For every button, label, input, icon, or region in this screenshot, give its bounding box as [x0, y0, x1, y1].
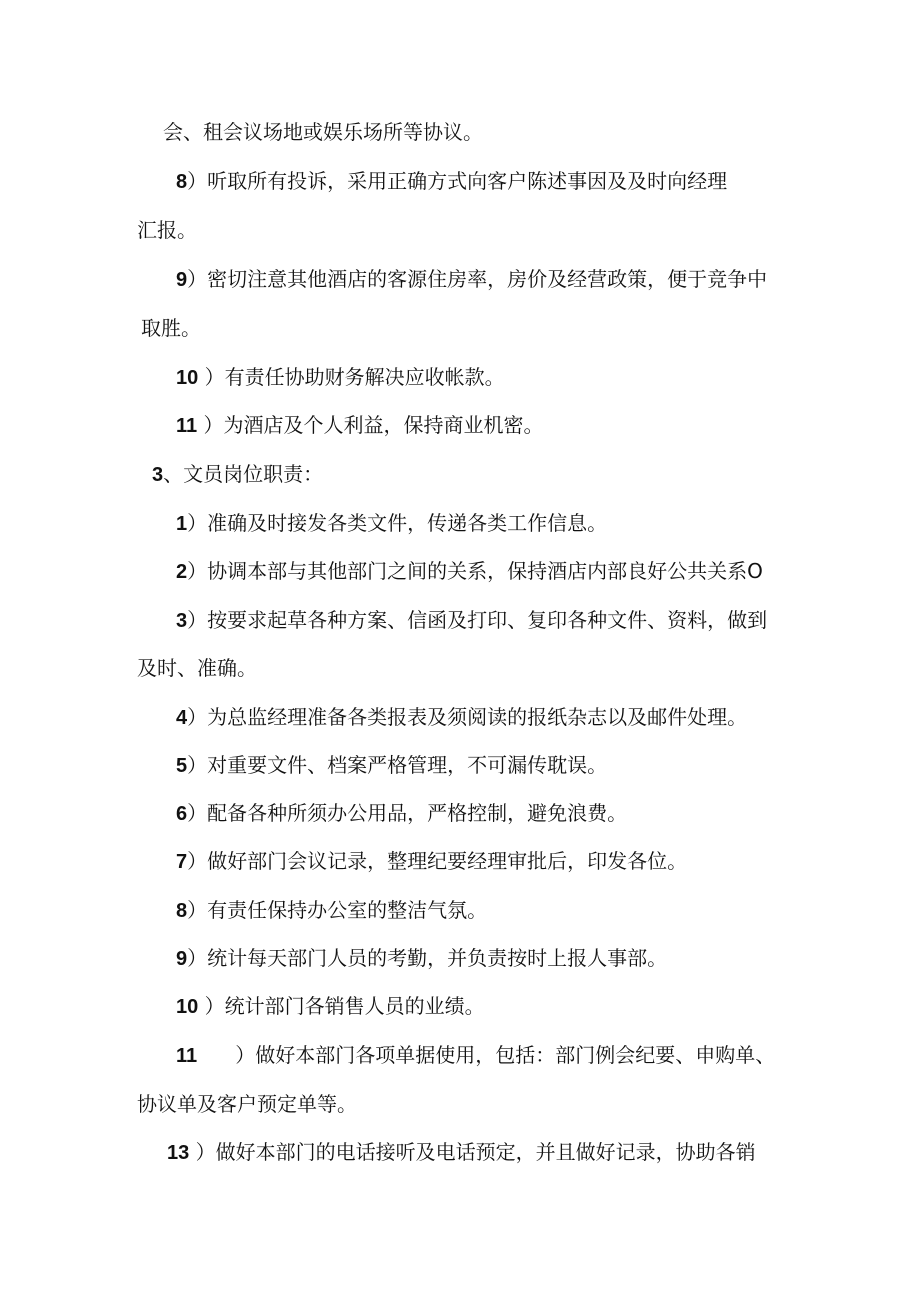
text-line: 会、租会议场地或娱乐场所等协议。 [163, 120, 483, 144]
list-item: 6）配备各种所须办公用品，严格控制，避免浪费。 [176, 801, 628, 825]
item-number: 1 [176, 513, 188, 535]
section-heading: 3、文员岗位职责： [152, 462, 324, 486]
list-item: 4）为总监经理准备各类报表及须阅读的报纸杂志以及邮件处理。 [176, 705, 748, 729]
item-number: 3 [176, 610, 188, 632]
item-number: 6 [176, 803, 188, 825]
item-number: 13 [167, 1142, 190, 1164]
item-number: 10 [176, 996, 199, 1018]
list-item: 8）听取所有投诉，采用正确方式向客户陈述事因及及时向经理 [176, 169, 728, 193]
list-item: 2）协调本部与其他部门之间的关系，保持酒店内部良好公共关系O [176, 559, 763, 583]
list-item: 11 ）做好本部门各项单据使用，包括：部门例会纪要、申购单、 [176, 1043, 776, 1067]
item-number: 10 [176, 367, 199, 389]
list-item: 8）有责任保持办公室的整洁气氛。 [176, 898, 488, 922]
item-number: 7 [176, 851, 188, 873]
item-number: 4 [176, 707, 188, 729]
list-item: 10 ）有责任协助财务解决应收帐款。 [176, 365, 505, 389]
item-number: 2 [176, 561, 188, 583]
item-number: 9 [176, 269, 188, 291]
text-line: 取胜。 [141, 316, 201, 340]
list-item: 9）统计每天部门人员的考勤，并负责按时上报人事部。 [176, 946, 668, 970]
list-item: 5）对重要文件、档案严格管理，不可漏传耽误。 [176, 753, 608, 777]
text-line: 汇报。 [137, 218, 197, 242]
text-line: 及时、准确。 [137, 656, 257, 680]
item-number: 3 [152, 464, 164, 486]
list-item: 3）按要求起草各种方案、信函及打印、复印各种文件、资料，做到 [176, 608, 768, 632]
item-number: 11 [176, 415, 198, 437]
list-item: 9）密切注意其他酒店的客源住房率，房价及经营政策，便于竞争中 [176, 267, 768, 291]
item-number: 8 [176, 171, 188, 193]
item-number: 11 [176, 1045, 198, 1067]
item-number: 5 [176, 755, 188, 777]
list-item: 1）准确及时接发各类文件，传递各类工作信息。 [176, 511, 608, 535]
list-item: 13 ）做好本部门的电话接听及电话预定，并且做好记录，协助各销 [167, 1140, 756, 1164]
item-number: 9 [176, 948, 188, 970]
list-item: 7）做好部门会议记录，整理纪要经理审批后，印发各位。 [176, 849, 688, 873]
item-number: 8 [176, 900, 188, 922]
text-line: 协议单及客户预定单等。 [137, 1092, 357, 1116]
list-item: 11 ）为酒店及个人利益，保持商业机密。 [176, 413, 544, 437]
list-item: 10 ）统计部门各销售人员的业绩。 [176, 994, 485, 1018]
